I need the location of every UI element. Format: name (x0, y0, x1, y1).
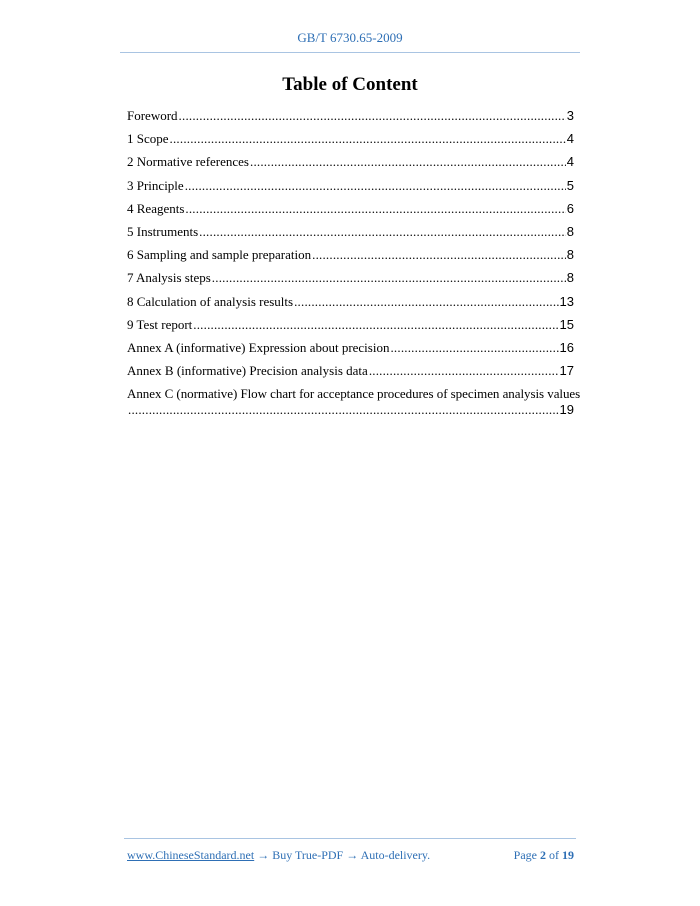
toc-entry-page: 8 (566, 223, 574, 239)
total-page-number: 19 (562, 848, 574, 862)
toc-entry-page: 3 (566, 108, 574, 123)
toc-entry-label: Annex A (informative) Expression about precision (127, 339, 390, 355)
toc-entry-reagents[interactable] (127, 201, 574, 224)
toc-entry-label: 3 Principle (127, 177, 184, 193)
page-indicator (514, 848, 574, 863)
toc-entry-principle[interactable] (127, 178, 574, 201)
toc-entry-label: 9 Test report (127, 316, 193, 332)
toc-entry-label: 8 Calculation of analysis results (127, 293, 294, 309)
toc-entry-label: 1 Scope (127, 131, 169, 147)
toc-entry-analysis-steps[interactable] (127, 270, 574, 293)
running-footer (127, 848, 574, 863)
standard-code: GB/T 6730.65-2009 (297, 30, 403, 45)
toc-entry-normative-references[interactable] (127, 154, 574, 177)
toc-leader-dots (193, 317, 558, 333)
toc-leader-dots (128, 402, 559, 418)
toc-entry-page: 6 (566, 200, 574, 216)
toc-entry-foreword[interactable] (127, 108, 574, 131)
toc-leader-dots (170, 131, 566, 147)
toc-entry-label: Foreword (127, 108, 178, 123)
toc-list (127, 108, 581, 418)
toc-entry-page: 4 (566, 131, 574, 147)
toc-entry-annex-b[interactable] (127, 363, 574, 386)
toc-entry-scope[interactable] (127, 131, 574, 154)
toc-entry-calculation[interactable] (127, 294, 574, 317)
footer-promo (127, 848, 430, 863)
toc-entry-page: 15 (559, 316, 574, 332)
toc-leader-dots (179, 108, 566, 124)
toc-entry-label: 6 Sampling and sample preparation (127, 247, 312, 263)
toc-entry-label: 2 Normative references (127, 154, 249, 170)
toc-entry-instruments[interactable] (127, 224, 574, 247)
toc-entry-label: Annex C (normative) Flow chart for acceptance procedures of specimen analysis values (127, 386, 581, 402)
website-link[interactable]: www.ChineseStandard.net (127, 848, 255, 862)
toc-entry-page: 19 (559, 402, 574, 418)
toc-leader-dots (390, 340, 558, 356)
toc-leader-dots (199, 224, 566, 240)
page-prefix: Page (513, 848, 537, 862)
toc-entry-page: 8 (566, 247, 574, 263)
footer-promo-text: → Buy True-PDF → Auto-delivery. (254, 848, 431, 862)
toc-entry-page: 5 (566, 177, 574, 193)
toc-entry-test-report[interactable] (127, 317, 574, 340)
toc-entry-label: 4 Reagents (127, 200, 185, 216)
toc-entry-page: 4 (566, 154, 574, 170)
current-page-number: 2 (540, 848, 546, 862)
page-title: Table of Content (282, 74, 418, 95)
toc-entry-page: 13 (559, 293, 574, 309)
toc-leader-dots (312, 247, 566, 263)
toc-entry-label: 7 Analysis steps (127, 270, 211, 286)
toc-entry-label: Annex B (informative) Precision analysis data (127, 363, 368, 379)
toc-leader-dots (212, 270, 566, 286)
toc-leader-dots (369, 363, 559, 379)
toc-entry-page: 16 (559, 339, 574, 355)
toc-entry-annex-a[interactable] (127, 340, 574, 363)
toc-entry-leader-line (127, 402, 574, 418)
toc-entry-page: 17 (559, 363, 574, 379)
toc-entry-sampling[interactable] (127, 247, 574, 270)
toc-leader-dots (185, 178, 566, 194)
page-of: of (549, 848, 559, 862)
footer-divider (124, 838, 576, 839)
toc-entry-page: 8 (566, 270, 574, 286)
toc-entry-annex-c[interactable] (127, 386, 581, 418)
toc-leader-dots (185, 201, 565, 217)
running-header (0, 30, 700, 46)
toc-leader-dots (250, 154, 566, 170)
toc-leader-dots (294, 294, 558, 310)
toc-entry-label: 5 Instruments (127, 223, 199, 239)
header-divider (120, 52, 580, 53)
